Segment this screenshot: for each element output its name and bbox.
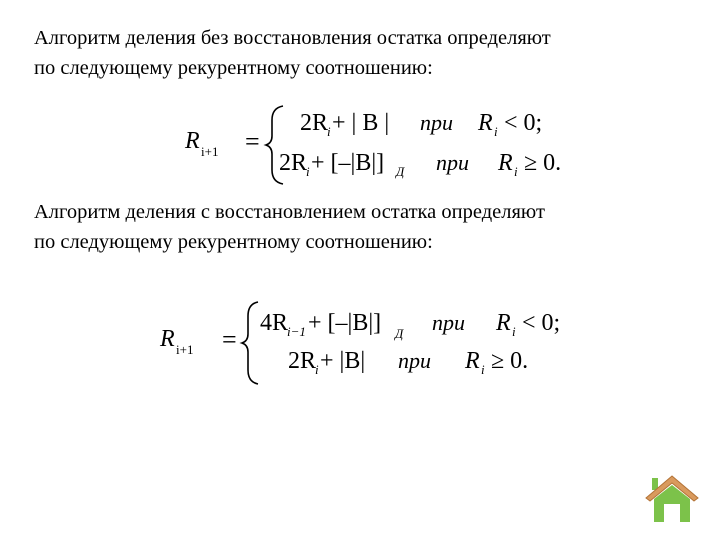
formula-1-case-2-cond-var: R xyxy=(498,150,513,176)
formula-1-case-2-expr-b: + [–|B|] xyxy=(311,150,385,176)
formula-1-case-1-expr-a: 2R xyxy=(300,110,329,136)
formula-2-case-2-cond-var: R xyxy=(465,348,480,374)
formula-2-equals: = xyxy=(222,325,237,354)
formula-2-case-1-cond-rel: < 0; xyxy=(522,310,561,336)
formula-1-case-1-cond-rel: < 0; xyxy=(504,110,543,136)
formula-1-equals: = xyxy=(245,127,260,156)
formula-2-case-1-cond-word: при xyxy=(432,310,465,335)
formula-1-case-2-cond-sub: i xyxy=(514,164,518,179)
formula-2-case-1-expr-a-sub: i−1 xyxy=(287,324,306,339)
formula-2-case-1-expr-b-sub: Д xyxy=(395,326,404,341)
formula-2-lhs-sub: i+1 xyxy=(176,342,194,357)
formula-2-case-2-cond-word: при xyxy=(398,348,431,373)
formula-2-case-2-expr-a: 2R xyxy=(288,348,317,374)
formula-2-case-1-cond-sub: i xyxy=(512,324,516,339)
formula-2-brace xyxy=(242,302,258,384)
formula-1-case-1-expr-b: + | B | xyxy=(332,110,390,136)
paragraph-1-line-2: по следующему рекурентному соотношению: xyxy=(34,57,433,79)
formula-1-case-2-expr-a-sub: i xyxy=(306,164,310,179)
formula-1-case-1-expr-a-sub: i xyxy=(327,124,331,139)
formula-1-case-2-cond-rel: ≥ 0. xyxy=(524,150,562,176)
formula-1-lhs: R xyxy=(185,128,200,154)
formula-1-case-1-cond-var: R xyxy=(478,110,493,136)
formula-2-lhs: R xyxy=(160,326,175,352)
formula-1-case-1-cond-sub: i xyxy=(494,124,498,139)
formula-2-case-2-expr-a-sub: i xyxy=(315,362,319,377)
formula-2-case-1-cond-var: R xyxy=(496,310,511,336)
paragraph-1-line-1: Алгоритм деления без восстановления остатка определяют xyxy=(34,27,551,49)
formula-2-case-2-cond-rel: ≥ 0. xyxy=(491,348,529,374)
formula-1-case-2-expr-b-sub: Д xyxy=(396,164,405,179)
formula-1-case-2-cond-word: при xyxy=(436,150,469,175)
formula-2-case-1-expr-b: + [–|B|] xyxy=(308,310,382,336)
paragraph-2-line-1: Алгоритм деления с восстановлением остатка определяют xyxy=(34,201,545,223)
formula-1-case-2-expr-a: 2R xyxy=(279,150,308,176)
paragraph-2-line-2: по следующему рекурентному соотношению: xyxy=(34,231,433,253)
home-icon xyxy=(644,474,700,524)
formula-1-case-1-cond-word: при xyxy=(420,110,453,135)
home-button[interactable] xyxy=(644,474,700,524)
formula-2-case-2-cond-sub: i xyxy=(481,362,485,377)
formula-2-case-2-expr-b: + |B| xyxy=(320,348,366,374)
formula-2-case-1-expr-a: 4R xyxy=(260,310,289,336)
formula-1-lhs-sub: i+1 xyxy=(201,144,219,159)
